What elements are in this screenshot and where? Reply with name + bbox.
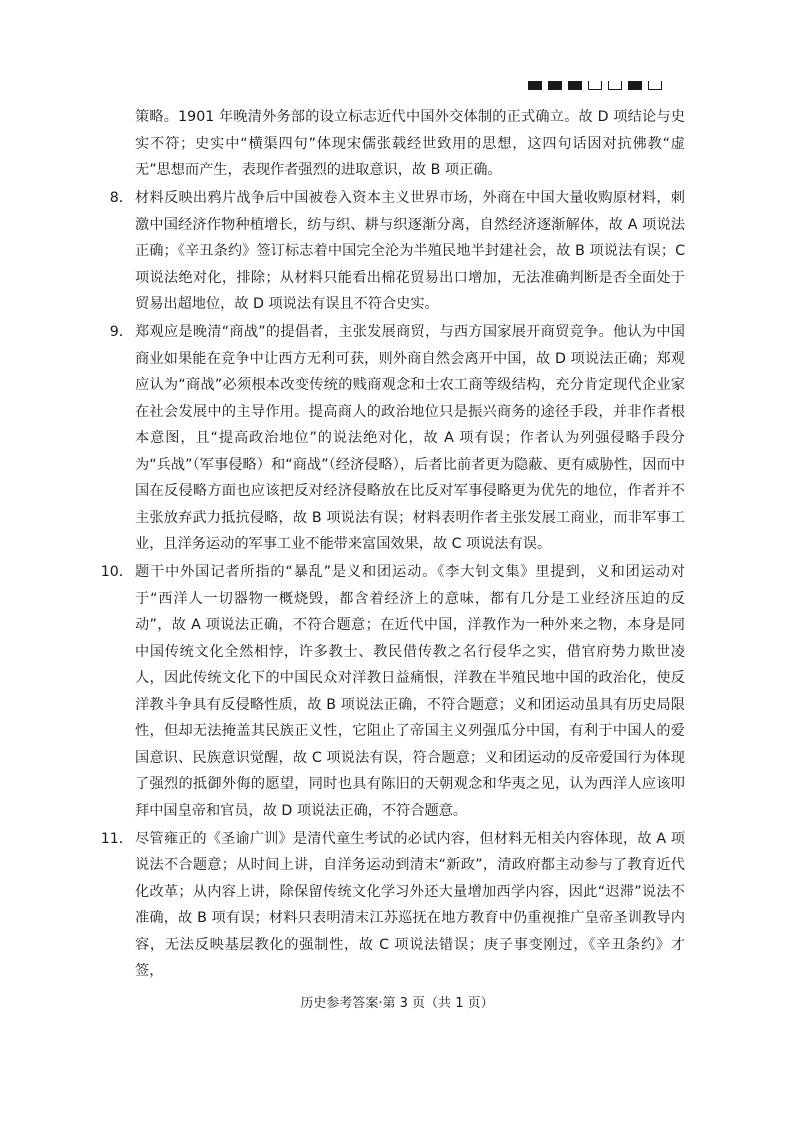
page-mark — [608, 81, 622, 90]
answer-11 — [100, 826, 685, 985]
paragraph-text: 材料反映出鸦片战争后中国被卷入资本主义世界市场，外商在中国大量收购原材料，刺激中国经济作物种植增长，纺与织、耕与织逐渐分离，自然经济逐渐解体，故 A 项说法正确；《辛丑条约》签订标志着中国完全沦为半殖民地半封建社会，故 B 项说法有误；C 项说法绝对化，排除；从材料只能看出棉花贸易出口增加，无法准确判断是否全面处于贸易出超地位，故 D 项说法有误且不符合史实。 — [135, 190, 685, 312]
paragraph-text: 郑观应是晚清“商战”的提倡者，主张发展商贸，与西方国家展开商贸竞争。他认为中国商业如果能在竞争中让西方无利可获，则外商自然会离开中国，故 D 项说法正确；郑观应认为“商战”必须根本改变传统的贱商观念和士农工商等级结构，充分肯定现代企业家在社会发展中的主导作用。提高商人的政治地位只是振兴商务的途径手段，并非作者根本意图，且“提高政治地位”的说法绝对化，故 A 项有误；作者认为列强侵略手段分为“兵战”（军事侵略）和“商战”（经济侵略），后者比前者更为隐蔽、更有威胁性，因而中国在反侵略方面也应该把反对经济侵略放在比反对军事侵略更为优先的地位，作者并不主张放弃武力抵抗侵略，故 B 项说法有误；材料表明作者主张发展工商业，而非军事工业，且洋务运动的军事工业不能带来富国效果，故 C 项说法有误。 — [135, 324, 685, 552]
answer-9 — [109, 319, 685, 558]
question-number: 8． — [109, 190, 133, 206]
question-number: 9． — [109, 324, 133, 340]
page-footer: 历史参考答案·第 3 页（共 1 页） — [300, 996, 494, 1011]
answer-8 — [109, 185, 685, 318]
answer-body — [100, 104, 685, 986]
page-marks — [528, 81, 662, 90]
paragraph-text: 尽管雍正的《圣谕广训》是清代童生考试的必试内容，但材料无相关内容体现，故 A 项说法不合题意；从时间上讲，自洋务运动到清末“新政”，清政府都主动参与了教育近代化改革；从内容上讲，除保留传统文化学习外还大量增加西学内容，因此“迟滞”说法不准确，故 B 项有误；材料只表明清末江苏巡抚在地方教育中仍重视推广皇帝圣训教导内容，无法反映基层教化的强制性，故 C 项说法错误；庚子事变刚过，《辛丑条约》才签， — [135, 830, 685, 979]
answer-10 — [100, 559, 685, 824]
paragraph-text: 策略。1901 年晚清外务部的设立标志近代中国外交体制的正式确立。故 D 项结论与史实不符；史实中“横渠四句”体现宋儒张载经世致用的思想，这四句话因对抗佛教“虚无”思想而产生，表现作者强烈的进取意识，故 B 项正确。 — [135, 109, 685, 178]
page-mark — [628, 81, 642, 90]
paragraph-text: 题干中外国记者所指的“暴乱”是义和团运动。《李大钊文集》里提到，义和团运动对于“西洋人一切器物一概烧毁，都含着经济上的意味，都有几分是工业经济压迫的反动”，故 A 项说法正确，不符合题意；在近代中国，洋教作为一种外来之物，本身是同中国传统文化全然相悖，许多教士、教民借传教之名行侵华之实，借官府势力欺世凌人，因此传统文化下的中国民众对洋教日益痛恨，洋教在半殖民地中国的政治化，使反洋教斗争具有反侵略性质，故 B 项说法正确，不符合题意；义和团运动虽具有历史局限性，但却无法掩盖其民族正义性，它阻止了帝国主义列强瓜分中国，有利于中国人的爱国意识、民族意识觉醒，故 C 项说法有误，符合题意；义和团运动的反帝爱国行为体现了强烈的抵御外侮的愿望，同时也具有陈旧的天朝观念和华夷之见，认为西洋人应该叩拜中国皇帝和官员，故 D 项说法正确，不符合题意。 — [135, 564, 685, 819]
page-mark — [568, 81, 582, 90]
page-mark — [648, 81, 662, 90]
page-mark — [548, 81, 562, 90]
question-number: 11． — [100, 830, 133, 847]
page-mark — [588, 81, 602, 90]
question-number: 10． — [100, 564, 133, 580]
answer-paragraph-continued — [113, 104, 685, 184]
page-mark — [528, 81, 542, 90]
